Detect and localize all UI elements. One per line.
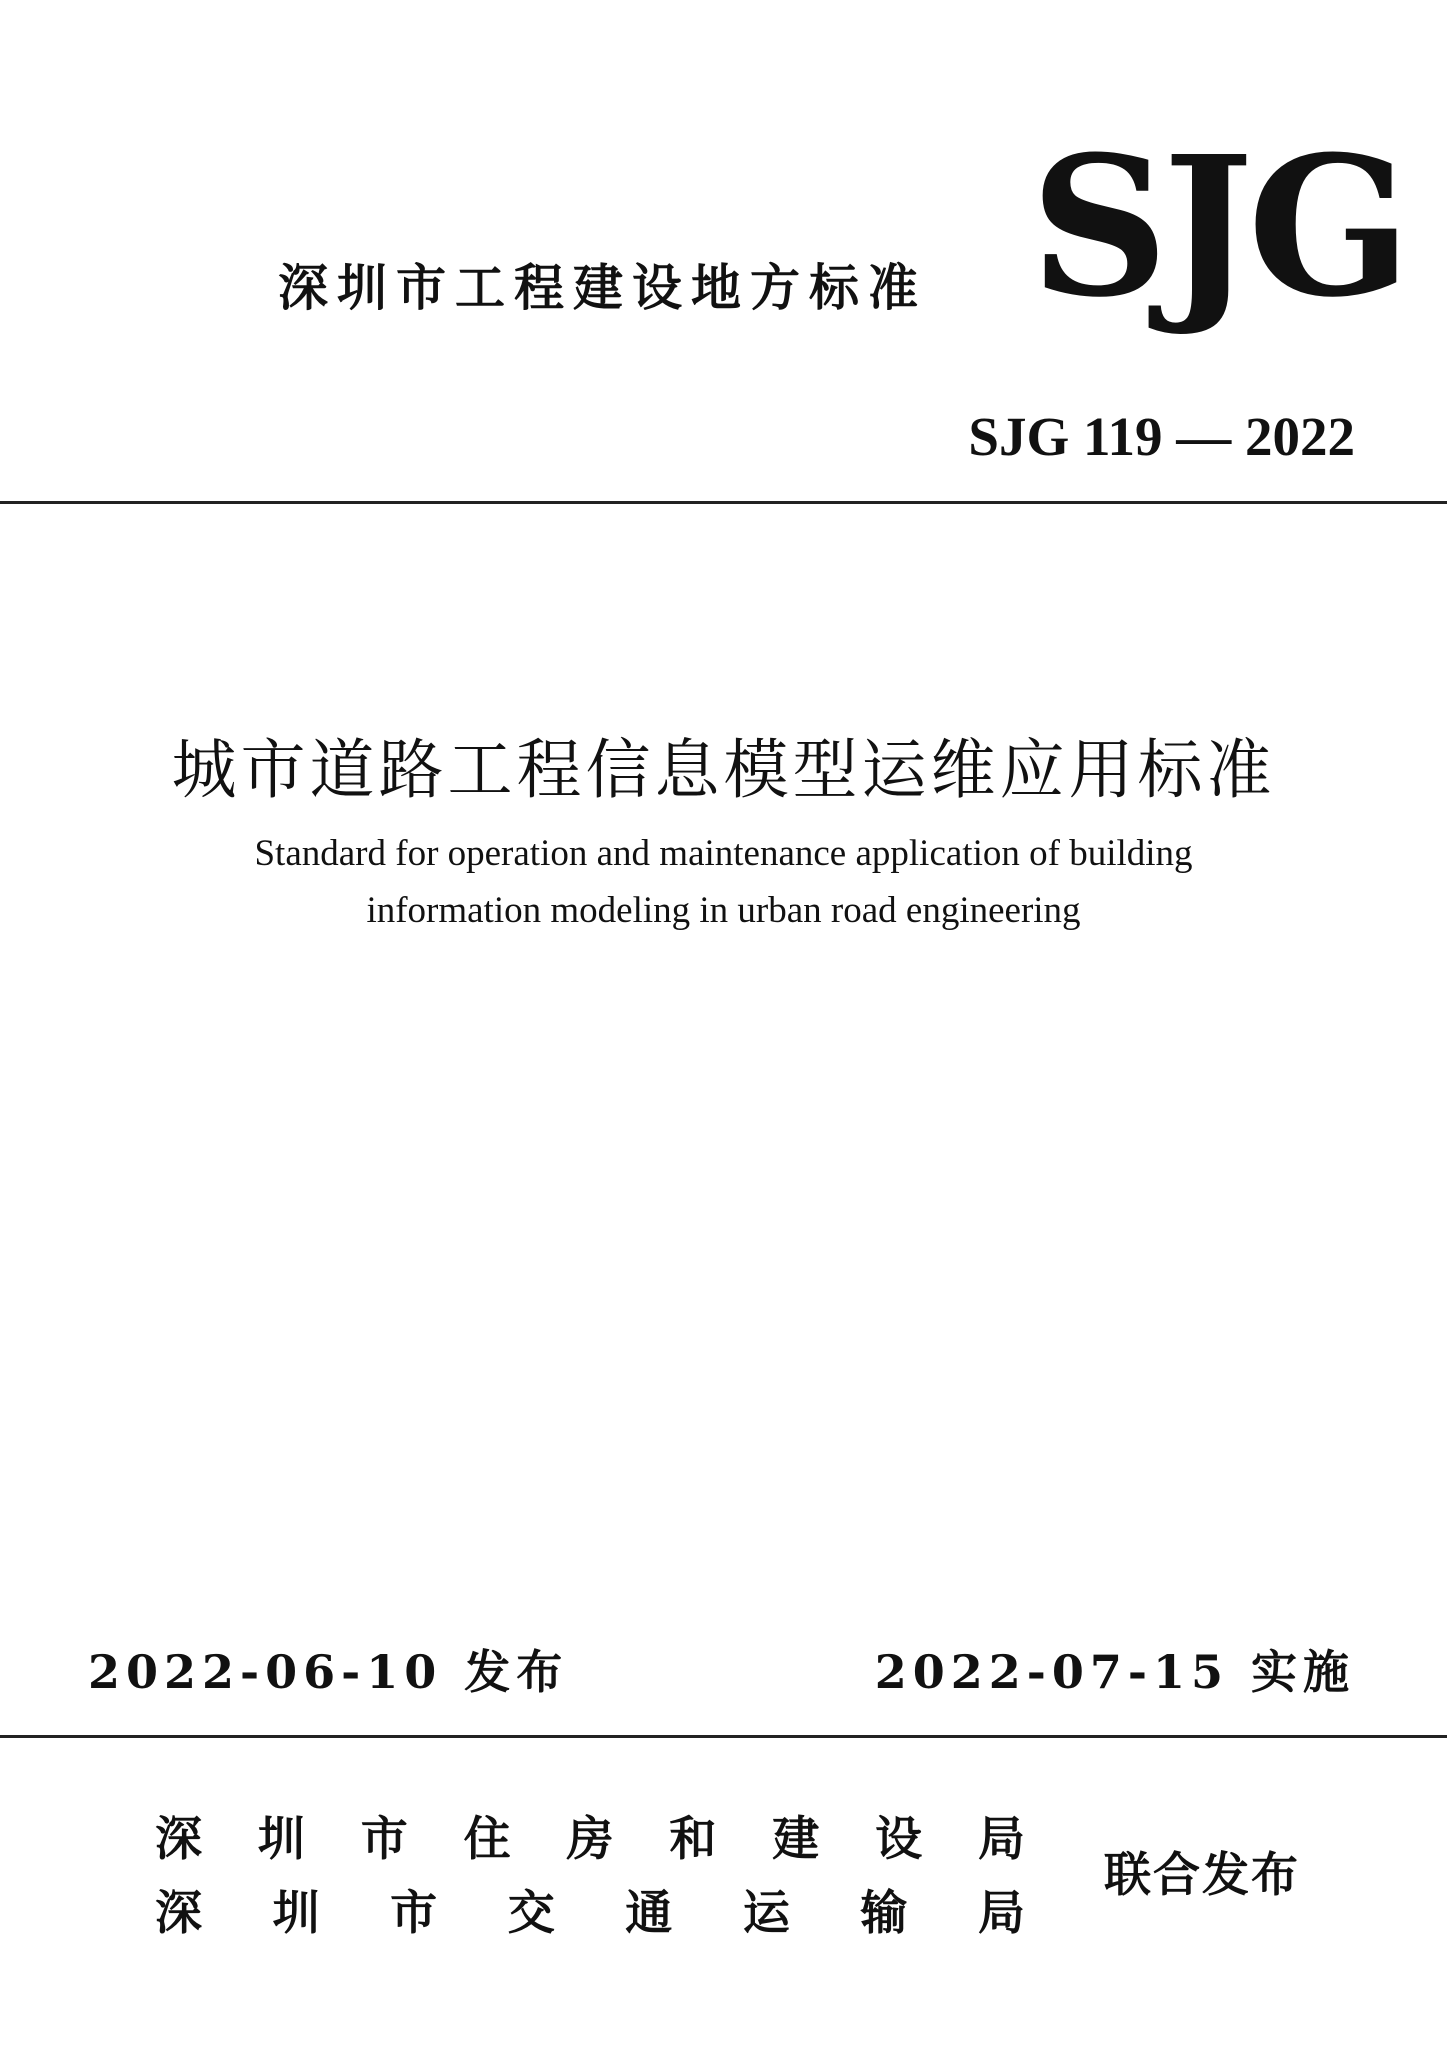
agency-char: 房 — [566, 1812, 614, 1867]
agency-char: 圳 — [257, 1812, 305, 1867]
agency-char: 深 — [155, 1886, 202, 1941]
publisher-transport-bureau — [155, 1876, 1025, 1943]
title-chinese: 城市道路工程信息模型运维应用标准 — [171, 733, 1276, 808]
agency-char: 通 — [625, 1886, 673, 1941]
agency-char: 局 — [977, 1886, 1025, 1941]
title-english-line1: Standard for operation and maintenance application of building — [254, 833, 1193, 874]
sjg-logo: SJG — [1030, 115, 1406, 340]
agency-char: 圳 — [272, 1886, 320, 1941]
agency-char: 深 — [155, 1812, 202, 1867]
issue-date: 2022-06-10 发布 — [88, 1645, 569, 1699]
agency-char: 交 — [507, 1886, 555, 1941]
agency-char: 市 — [390, 1886, 438, 1941]
standard-category: 深圳市工程建设地方标准 — [278, 259, 927, 317]
agency-char: 运 — [742, 1886, 790, 1941]
effective-date: 2022-07-15 实施 — [874, 1645, 1355, 1699]
agency-char: 设 — [875, 1812, 923, 1867]
agency-char: 局 — [978, 1812, 1025, 1867]
agency-char: 和 — [669, 1812, 717, 1867]
agency-char: 住 — [463, 1812, 511, 1867]
top-divider — [0, 501, 1447, 504]
publisher-housing-bureau — [155, 1802, 1025, 1869]
bottom-divider — [0, 1735, 1447, 1738]
agency-char: 输 — [860, 1886, 908, 1941]
title-english-line2: information modeling in urban road engineering — [366, 890, 1081, 931]
joint-publication-label: 联合发布 — [1104, 1848, 1300, 1903]
agency-char: 建 — [772, 1812, 820, 1867]
agency-char: 市 — [360, 1812, 408, 1867]
standard-number: SJG 119 — 2022 — [968, 406, 1355, 467]
